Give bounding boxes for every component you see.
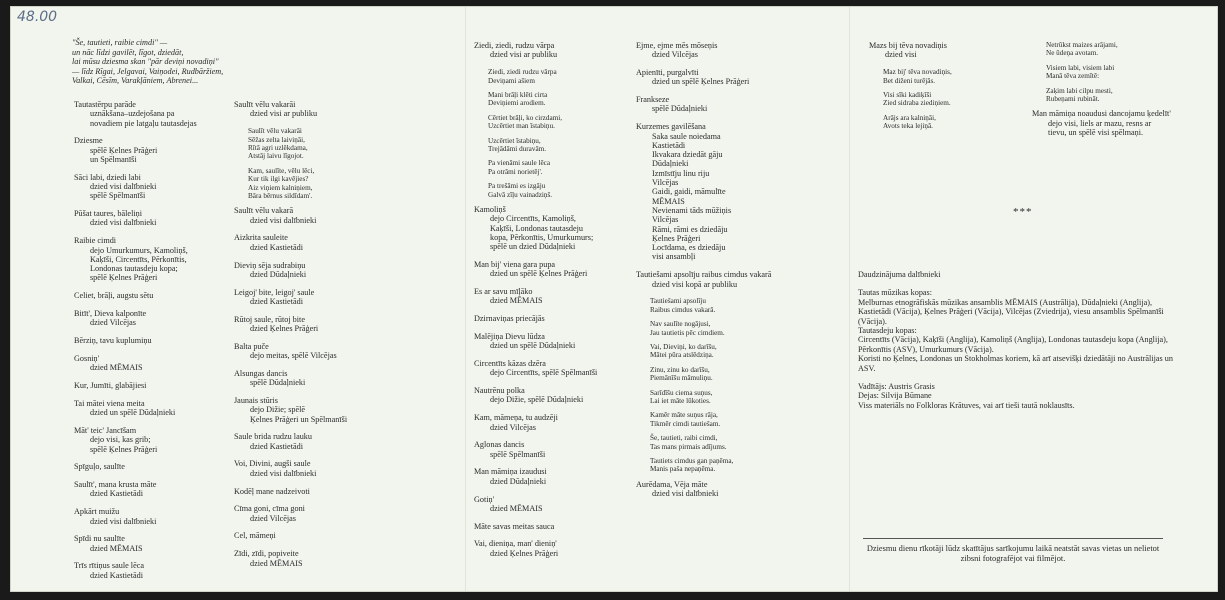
program-item (74, 480, 224, 499)
program-item (234, 487, 394, 496)
performer-line: dzied visi (885, 50, 917, 60)
song-verse (474, 91, 624, 108)
program-item (474, 539, 624, 558)
verse-line: Trejādāmi duravām. (488, 144, 547, 153)
performer-line: dzied visi dalībnieki (652, 489, 719, 499)
performer-line: un Spēlmanīši (90, 154, 137, 164)
song-verse (234, 127, 394, 161)
program-item (234, 369, 394, 388)
performer-line: dejo Circentīts, spēlē Spēlmanīši (490, 368, 598, 378)
program-item-title: Saule brida rudzu lauku (234, 432, 312, 442)
verse-line: Vai, Dieviņi, ko darīšu, (650, 342, 717, 351)
program-item-title: Pūšat taures, bāleliņi (74, 209, 142, 219)
program-item-title: Celiet, brāļi, augstu sētu (74, 291, 154, 301)
fold-line (465, 7, 466, 591)
program-item (234, 315, 394, 334)
program-item (869, 41, 1004, 60)
verse-line: Raibus cimdus vakarā. (650, 305, 716, 314)
program-item (234, 459, 394, 478)
performer-line: dzied Ķelnes Prāģeri (250, 324, 319, 334)
program-item (74, 100, 224, 128)
verse-line: Kam, saulīte, vēlu lēci, (248, 166, 315, 175)
performer-line: Ķelnes Prāģeri un Spēlmanīši (250, 414, 348, 424)
performer-line: dzied Kastietādi (90, 570, 143, 580)
program-item-title: Kodēļ mane nadzeivoti (234, 486, 310, 496)
verse-line: Galvā zīļu vainadziņš. (488, 190, 553, 199)
program-item-title: Gotiņ' (474, 494, 495, 504)
verse-line: Tas mans pirmais adījums. (650, 442, 727, 451)
verse-line: Deviņami ašiem (488, 76, 535, 85)
song-verse (1032, 87, 1182, 104)
program-item-title: Rūtoj saule, rūtoj bite (234, 314, 305, 324)
performer-line: novadiem pie latgaļu tautasdejas (90, 118, 197, 128)
song-verse (1032, 64, 1182, 81)
program-item (636, 270, 796, 289)
handwritten-note: 48.00 (17, 9, 58, 25)
performer-line: spēlē Spēlmanīši (490, 449, 546, 459)
program-item (74, 173, 224, 201)
performer-line: dzied MĒMAIS (490, 503, 543, 513)
performer-line: Vilcējas (652, 215, 679, 225)
verse-line: Visi sīki kadiķīši (883, 90, 932, 99)
program-item (636, 95, 796, 114)
program-item (636, 41, 796, 60)
performer-line: dzied Kastietādi (250, 296, 303, 306)
text-line: Dejas: Silvija Būmane (858, 391, 932, 401)
performer-line: dejo Dižie; spēlē (250, 405, 306, 415)
text-line: Viss materiāls no Folkloras Krātuves, vai arī tieši tautā noklausīts. (858, 400, 1075, 410)
performer-line: dejo meitas, spēlē Vilcējas (250, 351, 337, 361)
program-item-title: Spīdi nu saulīte (74, 534, 125, 544)
performer-line: uznākšana–uzdejošana pa (90, 109, 175, 119)
performer-line: spēlē Spēlmanīši (90, 191, 146, 201)
verse-line: Ne ūdeņa avotam. (1046, 49, 1099, 58)
performer-line: dzied visi kopā ar publiku (652, 279, 738, 289)
program-item (474, 359, 624, 378)
performer-line: Dūdaļnieki (652, 159, 689, 169)
participants-list (858, 288, 1178, 373)
performer-line: Rāmi, rāmi es dziedāju (652, 224, 728, 234)
performer-line: dejo Umurkumurs, Kamoliņš, (90, 245, 188, 255)
verse-line: Sarīdīšu ciema suņus, (650, 388, 713, 397)
performer-line: dzied MĒMAIS (490, 296, 543, 306)
performer-line: Nevienami tāds mūžiņis (652, 205, 732, 215)
performer-line: dzied Kastietādi (90, 489, 143, 499)
program-item (74, 426, 224, 454)
performer-line: dzied visi ar publiku (490, 50, 558, 60)
program-item (74, 291, 224, 300)
program-item (234, 288, 394, 307)
program-item (636, 480, 796, 499)
performer-line: dzied Vilcējas (90, 318, 136, 328)
intro-verse (72, 38, 292, 86)
program-item-title: Sāci labi, dziedi labi (74, 172, 141, 182)
verse-line: Aiz viņiem kalniņiem, (248, 183, 313, 192)
program-item (474, 522, 624, 531)
song-verse (474, 182, 624, 199)
performer-line: dejo visi, kas grib; (90, 435, 151, 445)
performer-line: dejo Dižie, spēlē Dūdaļnieki (490, 395, 584, 405)
program-item-title: Apienīti, purgalvīti (636, 68, 699, 78)
program-item-title: Alsungas dancis (234, 368, 288, 378)
program-item-title: Nautrēnu polka (474, 386, 525, 396)
program-item-title: Man māmiņa izaudusi (474, 467, 547, 477)
program-item-title: Tai mātei viena meita (74, 398, 145, 408)
program-item (74, 399, 224, 418)
verse-line: Tikmēr cimdi tautiešam. (650, 419, 721, 428)
performer-line: spēlē Dūdaļnieki (652, 104, 708, 114)
program-item (74, 561, 224, 580)
verse-line: Bet diženi turējās. (883, 76, 936, 85)
song-verse (636, 297, 796, 314)
program-item-title: Gosniņ' (74, 353, 100, 363)
song-verse (869, 114, 1004, 131)
program-item-title: Bitīt', Dieva kalponīte (74, 309, 147, 319)
verse-line: Mātei pūra atslēdziņa. (650, 351, 714, 360)
program-item (474, 386, 624, 405)
verse-line: Zied sidraba ziediņiem. (883, 99, 951, 108)
program-item (74, 236, 224, 282)
participants-heading: Daudzinājuma dalībnieki (858, 270, 941, 279)
program-item-title: Spīguļo, saulīte (74, 462, 125, 472)
footer-rule (863, 538, 1163, 539)
program-item-title: Ziedi, ziedi, rudzu vārpa (474, 41, 555, 50)
verse-line: Rubeņami rubināt. (1046, 95, 1100, 104)
program-item (234, 531, 394, 540)
program-item (474, 467, 624, 486)
program-item-title: Tautastērpu parāde (74, 100, 136, 109)
program-item-title: Frankseze (636, 95, 670, 105)
program-column-5 (869, 41, 1004, 137)
verse-line: Mani brāļi klēti cirta (488, 90, 548, 99)
performer-line: dzied visi dalībnieki (250, 468, 317, 478)
text-line: Tautasdeju kopas: (858, 326, 917, 336)
verse-line: Nav saulīte nogājusi, (650, 320, 711, 329)
program-item-title: Kamoliņš (474, 204, 506, 214)
program-item (636, 122, 796, 261)
text-line: Tautas mūzikas kopas: (858, 288, 933, 298)
program-column-4 (636, 41, 796, 507)
program-item (234, 100, 394, 119)
verse-line: Pa vienāmi saule lēca (488, 159, 551, 168)
performer-line: dzied un spēlē Ķelnes Prāģeri (652, 77, 750, 87)
program-item-title: Man māmiņa noaudusi dancojamu ķedelīt' (1032, 109, 1171, 119)
performer-line: dzied visi dalībnieki (250, 215, 317, 225)
performer-line: dzied MĒMAIS (250, 558, 303, 568)
text-line: Circentīts (Vācija), Kaķīši (Anglija), Kamoliņš (Anglija), Londonas tautasdeju kopa (Anglija), Pērkonītis (ASV), Umurkumurs (Vācija). (858, 335, 1168, 354)
program-item (74, 381, 224, 390)
program-item-title: Vai, dieniņa, man' dieniņ' (474, 539, 557, 549)
program-item-title: Māte savas meitas sauca (474, 521, 555, 531)
program-item-title: Trīs rītiņus saule lēca (74, 561, 144, 571)
performer-line: spēlē Ķelnes Prāģeri (90, 273, 158, 283)
program-item-title: Dieviņ sēja sudrabiņu (234, 260, 306, 270)
song-verse (636, 366, 796, 383)
performer-line: Saka saule noiedama (652, 131, 721, 141)
program-item (234, 504, 394, 523)
program-item-title: Aizkrita sauleite (234, 233, 288, 243)
song-verse (474, 137, 624, 154)
verse-line: Še, tautieti, raibi cimdi, (650, 434, 718, 443)
program-item-title: Raibie cimdi (74, 236, 117, 246)
program-item-title: Tautiešami apsolīju raibus cimdus vakarā (636, 270, 772, 280)
performer-line: dzied Ķelnes Prāģeri (490, 548, 559, 558)
performer-line: dzied Dūdaļnieki (490, 476, 547, 486)
text-line: un nāc līdzi gavilēt, līgot, dziedāt, (72, 47, 184, 57)
program-column-1 (74, 100, 224, 588)
performer-line: dzied visi dalībnieki (90, 218, 157, 228)
verse-line: Tautiets cimdus gan paņēma, (650, 457, 734, 466)
song-verse (474, 68, 624, 85)
song-verse (234, 167, 394, 201)
verse-line: Manā tēva zemītē: (1046, 72, 1100, 81)
performer-line: dzied visi dalībnieki (90, 182, 157, 192)
performer-line: spēlē un dzied Dūdaļnieki (490, 242, 576, 252)
verse-line: Bāra bērnus sildīdam'. (248, 191, 313, 200)
song-verse (869, 91, 1004, 108)
verse-line: Zaķim labi cilpu mesti, (1046, 86, 1113, 95)
participants-section (858, 270, 1178, 410)
program-item-title: Leigoj' bite, leigoj' saule (234, 287, 315, 297)
fold-line (849, 7, 850, 591)
section-separator: *** (1013, 206, 1033, 218)
program-column-3 (474, 41, 624, 566)
verse-line: Pa trešāmi es izgāju (488, 182, 546, 191)
song-verse (636, 411, 796, 428)
program-item (474, 41, 624, 60)
text-line: "Še, tautieti, raibie cimdi" — (72, 38, 168, 47)
song-verse (636, 434, 796, 451)
program-item-title: Es ar savu mīļāko (474, 287, 533, 297)
program-item-title: Balta puče (234, 341, 269, 351)
program-item-title: Cīma goni, cīma goni (234, 504, 305, 514)
song-verse (1032, 41, 1182, 58)
program-item-title: Kurzemes gavilēšana (636, 122, 706, 132)
verse-line: Deviņiemi arodiem. (488, 99, 546, 108)
performer-line: Kastietādi (652, 140, 686, 150)
program-item (234, 342, 394, 361)
program-item-title: Dzirnaviņas priecājās (474, 314, 545, 324)
program-item-title: Zīdi, zīdi, popiveite (234, 549, 299, 559)
performer-line: dzied MĒMAIS (90, 363, 143, 373)
performer-line: Kaķīši, Circentīts, Pērkonītis, (90, 254, 187, 264)
program-item-title: Saulīt vēlu vakarā (234, 206, 294, 216)
program-item (474, 287, 624, 306)
verse-line: Rītā agri uzlēkdama, (248, 143, 308, 152)
program-item (474, 440, 624, 459)
program-item-title: Voi, Divini, augši saule (234, 459, 311, 469)
verse-line: Visiem labi, visiem labi (1046, 63, 1115, 72)
verse-line: Jau tautietis pēc cimdiem. (650, 328, 725, 337)
program-item (234, 233, 394, 252)
program-item-title: Malējiņa Dievu lūdza (474, 331, 545, 341)
song-verse (636, 320, 796, 337)
program-item-title: Aglonas dancis (474, 440, 525, 450)
performer-line: Kaķīši, Londonas tautasdeju (490, 223, 584, 233)
program-item (234, 261, 394, 280)
program-item-title: Saulīt vēlu vakarāi (234, 100, 296, 109)
performer-line: dzied Kastietādi (250, 242, 303, 252)
song-verse (636, 389, 796, 406)
performer-line: dzied un spēlē Dūdaļnieki (490, 341, 576, 351)
program-item (74, 309, 224, 328)
program-item-title: Dziesme (74, 136, 103, 146)
program-item-title: Man bij' viena gara pupa (474, 259, 556, 269)
program-item (234, 206, 394, 225)
program-item (74, 462, 224, 471)
performer-line: dzied visi dalībnieki (90, 516, 157, 526)
performer-line: spēlē Ķelnes Prāģeri (90, 444, 158, 454)
performer-line: dzied Kastietādi (250, 441, 303, 451)
program-item-title: Apkārt muižu (74, 507, 120, 517)
program-item (234, 432, 394, 451)
program-item-title: Saulīt', mana krusta māte (74, 480, 157, 490)
song-verse (636, 343, 796, 360)
performer-line: Izmīstīju linu riju (652, 168, 710, 178)
performer-line: dzied un spēlē Ķelnes Prāģeri (490, 269, 588, 279)
performer-line: Vilcējas (652, 178, 679, 188)
verse-line: Cērtiet brāļi, ko cirzdami, (488, 113, 563, 122)
performer-line: Londonas tautasdeju kopa; (90, 264, 178, 274)
program-item-title: Kam, māmeņa, tu audzēji (474, 413, 558, 423)
program-item (636, 68, 796, 87)
program-item (234, 396, 394, 424)
text-line: Valkai, Cēsīm, Varakļāniem, Abrenei... (72, 76, 199, 86)
text-line: lai mūsu dziesma skan "pār deviņi novadiņi" (72, 57, 219, 67)
program-item-title: Aurēdama, Vēja māte (636, 479, 708, 489)
song-verse (474, 114, 624, 131)
program-item (474, 260, 624, 279)
verse-line: Uzcērtiet īstabiņu, (488, 136, 541, 145)
performer-line: visi ansambļi (652, 252, 696, 262)
performer-line: dzied un spēlē Dūdaļnieki (90, 408, 176, 418)
song-verse (869, 68, 1004, 85)
performer-line: tievu, un spēlē visi spēlmaņi. (1048, 128, 1144, 138)
verse-line: Piemānīšu māmuliņu. (650, 374, 713, 383)
footer-notice: Dziesmu dienu rīkotāji lūdz skatītājus sarīkojumu laikā neatstāt savas vietas un nelietot zibsni fotografējot vai filmējot. (866, 544, 1160, 563)
performer-line: spēlē Dūdaļnieki (250, 378, 306, 388)
program-item-title: Jaunais stūris (234, 396, 278, 405)
program-item (74, 136, 224, 164)
program-item (74, 507, 224, 526)
credits-list (858, 382, 1178, 410)
performer-line: dzied MĒMAIS (90, 543, 143, 553)
performer-line: dzied Dūdaļnieki (250, 269, 307, 279)
performer-line: dzied visi ar publiku (250, 109, 318, 119)
program-item-title: Kur, Jumīti, glabājiesi (74, 381, 147, 391)
program-item-title: Circentīts kāzas dzēra (474, 359, 546, 369)
program-item-title: Ejme, ejme mēs mōseņis (636, 41, 718, 50)
program-column-6 (1032, 41, 1182, 146)
verse-line: Arājs ara kalniņāi, (883, 113, 936, 122)
performer-line: Ikvakara dziedāt gāju (652, 150, 723, 160)
program-item (474, 314, 624, 323)
song-verse (474, 159, 624, 176)
program-item (1032, 109, 1182, 137)
program-item (474, 413, 624, 432)
program-column-2 (234, 100, 394, 576)
program-item-title: Mazs bij tēva novadiņis (869, 41, 947, 50)
verse-line: Zinu, zinu ko darīšu, (650, 365, 710, 374)
verse-line: Tautiešami apsolīju (650, 297, 706, 306)
verse-line: Ziedi, ziedi rudzu vārpa (488, 68, 557, 77)
verse-line: Uzcērtiet man īstabiņu. (488, 122, 555, 131)
program-item-title: Cel, māmeņi (234, 531, 276, 541)
verse-line: Kur tik ilgi kavējies? (248, 175, 309, 184)
performer-line: dzied Vilcējas (652, 50, 698, 60)
performer-line: kopa, Pērkonītis, Umurkumurs; (490, 232, 594, 242)
verse-line: Netrūkst maizes arājami, (1046, 41, 1118, 49)
program-item (474, 495, 624, 514)
program-item (74, 336, 224, 345)
performer-line: dzied Vilcējas (490, 422, 536, 432)
text-line: Melburnas etnogrāfiskās mūzikas ansamblis MĒMAIS (Austrālija), Dūdaļnieki (Anglija), Kastietādi (Vācija), Ķelnes Prāģeri (Vācija), Vilcējas (Zviedrija), viesu ansamblis Spēlmanīši (Vācija). (858, 297, 1164, 326)
performer-line: Gaidi, gaidi, māmulīte (652, 187, 726, 197)
performer-line: dejo visi, liels ar mazu, resns ar (1048, 118, 1152, 128)
verse-line: Kamēr māte suņus rāja, (650, 411, 718, 420)
verse-line: Lai iet māte lūkoties. (650, 396, 711, 405)
performer-line: Ķelnes Prāģeri (652, 233, 701, 243)
performer-line: spēlē Ķelnes Prāģeri (90, 145, 158, 155)
verse-line: Saulīt vēlu vakarāi (248, 127, 302, 136)
program-item (74, 534, 224, 553)
performer-line: dejo Circentīts, Kamoliņš, (490, 214, 576, 224)
program-item (234, 549, 394, 568)
program-item (74, 209, 224, 228)
verse-line: Pa otrāmi norietēj'. (488, 167, 543, 176)
performer-line: Locīdama, es dziedāju (652, 243, 726, 253)
performer-line: dzied Vilcējas (250, 513, 296, 523)
program-item (474, 332, 624, 351)
song-verse (636, 457, 796, 474)
verse-line: Avots teka lejiņā. (883, 122, 933, 131)
performer-line: MĒMAIS (652, 196, 685, 206)
program-item (474, 205, 624, 251)
program-item (74, 354, 224, 373)
verse-line: Sēžas zelta laiviņāi, (248, 135, 305, 144)
text-line: Vadītājs: Austris Grasis (858, 382, 935, 392)
verse-line: Atstāj laivu līgojot. (248, 152, 304, 161)
verse-line: Manis paša nepaņēma. (650, 465, 716, 474)
text-line: Koristi no Ķelnes, Londonas un Stokholmas koriem, kā arī atsevišķi dziedātāji no Austrālijas un ASV. (858, 354, 1173, 373)
program-item-title: Māt' teic' Jancīšam (74, 425, 137, 435)
text-line: — līdz Rīgai, Jelgavai, Vaiņodei, Rudbāržiem, (72, 66, 224, 76)
verse-line: Maz bij' tēva novadiņis, (883, 68, 952, 77)
program-item-title: Bērziņ, tavu kuplumiņu (74, 336, 152, 346)
